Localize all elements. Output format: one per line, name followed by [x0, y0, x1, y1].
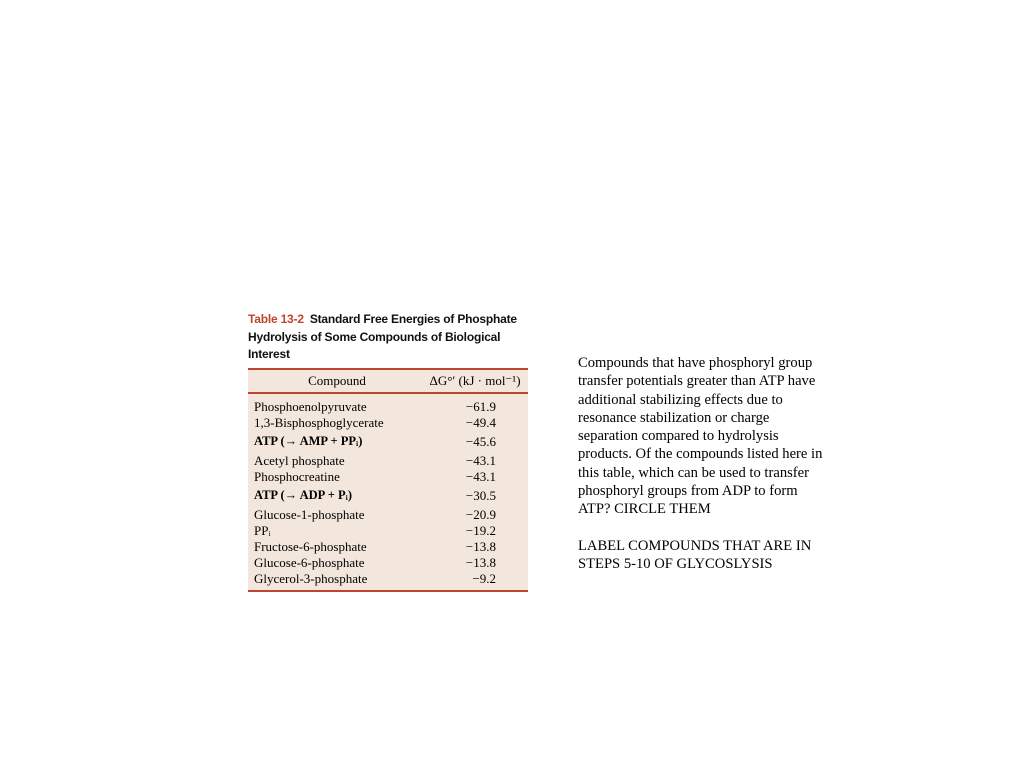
table-row-group — [248, 507, 528, 587]
table-row — [248, 434, 528, 450]
table-row — [248, 555, 528, 571]
table-row-group — [248, 399, 528, 431]
table-row — [248, 507, 528, 523]
delta-g-value: −13.8 — [465, 538, 496, 554]
table-row — [248, 523, 528, 539]
delta-g-value: −19.2 — [465, 522, 496, 538]
table-figure — [248, 311, 530, 592]
header-delta-g: ΔG°′ (kJ · mol⁻¹) — [429, 372, 521, 388]
free-energy-table — [248, 368, 528, 592]
table-row-group — [248, 488, 528, 504]
header-compound: Compound — [308, 372, 366, 388]
compound-name: Fructose-6-phosphate — [254, 538, 367, 554]
table-row — [248, 415, 528, 431]
instruction-paragraph: LABEL COMPOUNDS THAT ARE IN STEPS 5-10 OF GLYCOSLYSIS — [578, 537, 812, 572]
table-row — [248, 453, 528, 469]
delta-g-value: −9.2 — [472, 570, 496, 586]
question-text — [578, 354, 828, 573]
question-paragraph: Compounds that have phosphoryl group transfer potentials greater than ATP have additional stabilizing effects due to resonance stabilization or charge separation compared to hydrolysis products. Of the compounds listed here in this table, which can be used to transfer phosphoryl groups from ADP to form ATP? CIRCLE THEM — [578, 355, 823, 518]
compound-name: Phosphocreatine — [254, 468, 340, 484]
table-row-group — [248, 434, 528, 450]
compound-name: Glucose-6-phosphate — [254, 554, 365, 570]
delta-g-value: −30.5 — [465, 487, 496, 503]
compound-name: Glycerol-3-phosphate — [254, 570, 368, 586]
table-row-group — [248, 453, 528, 485]
compound-name: Glucose-1-phosphate — [254, 506, 365, 522]
delta-g-value: −20.9 — [465, 506, 496, 522]
table-title: Standard Free Energies of Phosphate Hydrolysis of Some Compounds of Biological Interest — [248, 312, 517, 361]
table-row — [248, 469, 528, 485]
table-header-row — [248, 370, 528, 394]
delta-g-value: −43.1 — [465, 452, 496, 468]
table-caption — [248, 311, 530, 364]
compound-name: PPᵢ — [254, 522, 271, 538]
table-row — [248, 539, 528, 555]
table-row — [248, 399, 528, 415]
table-row — [248, 571, 528, 587]
table-number: Table 13-2 — [248, 312, 304, 326]
compound-name: ATP (→ ADP + Pᵢ) — [254, 488, 352, 502]
table-row — [248, 488, 528, 504]
delta-g-value: −49.4 — [465, 414, 496, 430]
compound-name: Phosphoenolpyruvate — [254, 398, 367, 414]
table-body — [248, 394, 528, 590]
delta-g-value: −43.1 — [465, 468, 496, 484]
compound-name: Acetyl phosphate — [254, 452, 345, 468]
delta-g-value: −13.8 — [465, 554, 496, 570]
compound-name: ATP (→ AMP + PPᵢ) — [254, 434, 363, 448]
delta-g-value: −45.6 — [465, 433, 496, 449]
delta-g-value: −61.9 — [465, 398, 496, 414]
compound-name: 1,3-Bisphosphoglycerate — [254, 414, 384, 430]
